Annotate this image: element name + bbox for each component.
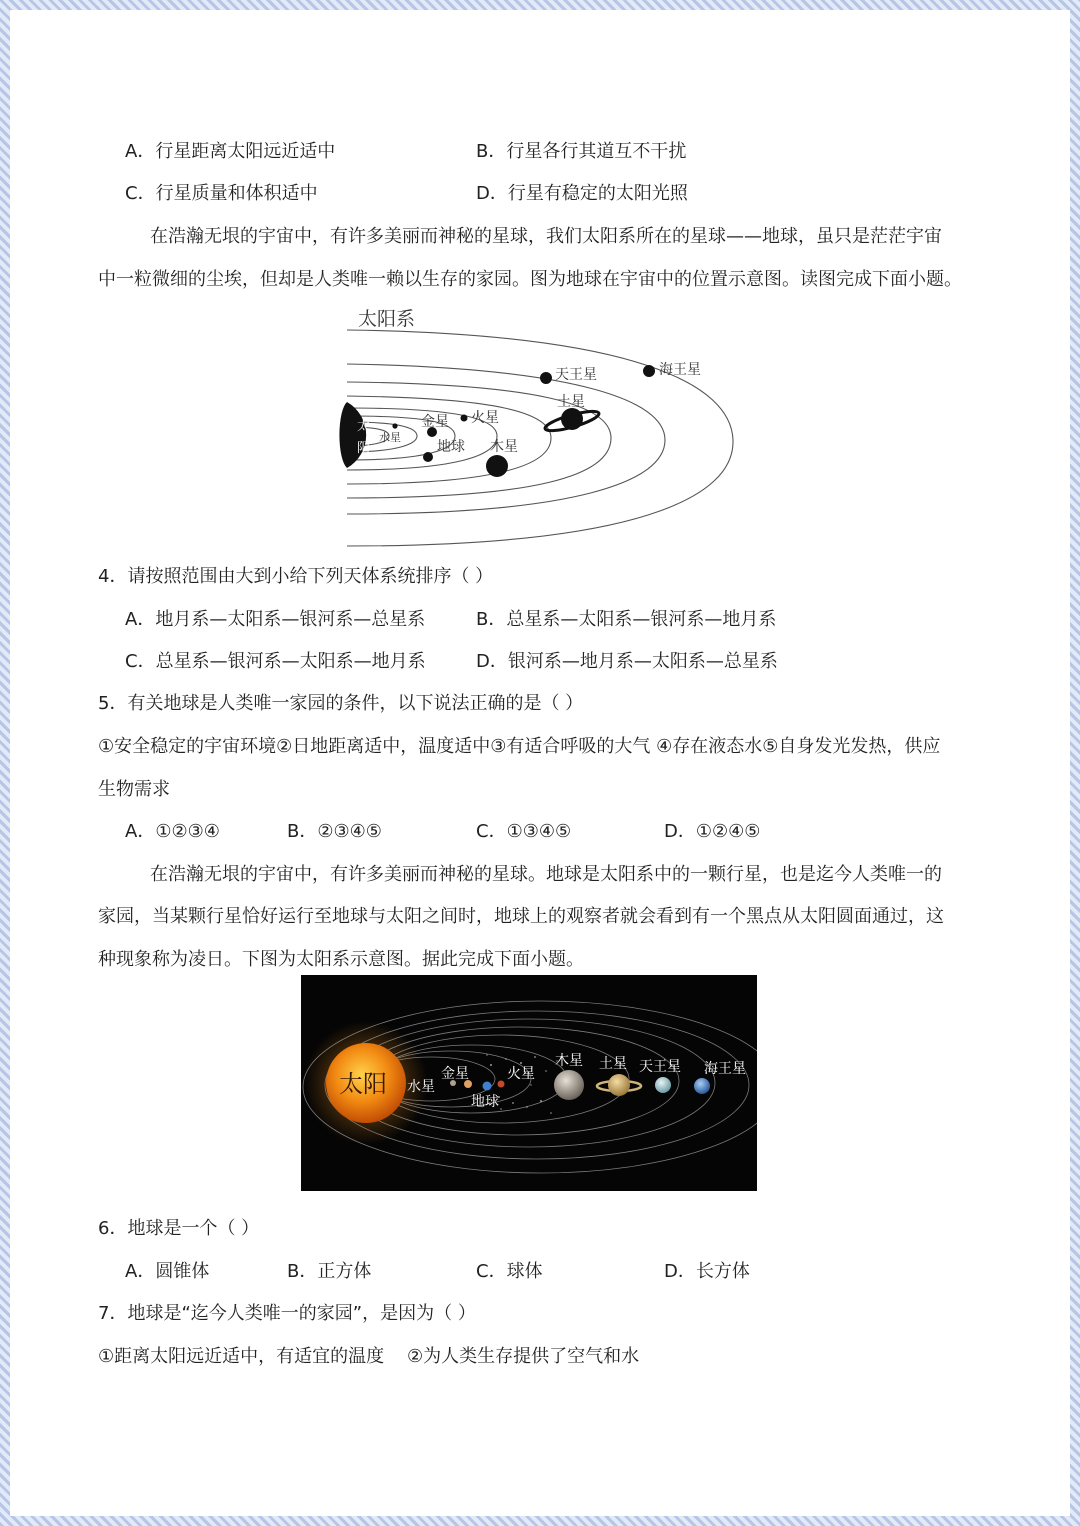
fig2-uranus-label: 天王星 [639, 1059, 681, 1075]
q5-option-a: A．①②③④ [125, 821, 220, 842]
solar-system-illustration [301, 975, 757, 1191]
jupiter-dot [486, 455, 508, 477]
q6-option-a: A．圆锥体 [125, 1261, 210, 1282]
q6-option-b: B．正方体 [287, 1261, 372, 1282]
fig1-mercury-label: 水星 [379, 431, 401, 444]
solar-system-diagram [335, 300, 755, 550]
mercury-dot [392, 423, 397, 428]
passage1-line1: 在浩瀚无垠的宇宙中，有许多美丽而神秘的星球，我们太阳系所在的星球——地球，虽只是茫茫宇宙 [150, 226, 942, 247]
q5-option-b: B．②③④⑤ [287, 821, 382, 842]
fig2-earth-label: 地球 [471, 1094, 499, 1110]
fig1-sun-label-1: 太 [357, 419, 371, 434]
neptune-dot [643, 365, 655, 377]
fig2-neptune-label: 海王星 [704, 1061, 746, 1077]
fig2-jupiter-label: 木星 [555, 1053, 583, 1069]
fig2-saturn-label: 土星 [599, 1056, 627, 1072]
passage2-line3: 种现象称为凌日。下图为太阳系示意图。据此完成下面小题。 [98, 949, 584, 970]
passage2-line2: 家园，当某颗行星恰好运行至地球与太阳之间时，地球上的观察者就会看到有一个黑点从太阳圆面通过，这 [98, 906, 944, 927]
fig2-sun-label: 太阳 [339, 1070, 387, 1098]
q3-option-a: A．行星距离太阳远近适中 [125, 141, 336, 162]
q5-conditions-line2: 生物需求 [98, 779, 170, 800]
q4-option-d: D．银河系—地月系—太阳系—总星系 [476, 651, 778, 672]
q6-option-c: C．球体 [476, 1261, 543, 1282]
fig1-sun-label-2: 阳 [357, 441, 371, 456]
earth-dot [423, 452, 433, 462]
q4-option-c: C．总星系—银河系—太阳系—地月系 [125, 651, 426, 672]
q5-stem: 5．有关地球是人类唯一家园的条件，以下说法正确的是（ ） [98, 693, 584, 714]
q5-conditions-line1: ①安全稳定的宇宙环境②日地距离适中，温度适中③有适合呼吸的大气 ④存在液态水⑤自身发光发热，供应 [98, 736, 941, 757]
fig2-mars-label: 火星 [507, 1066, 535, 1082]
passage2-line1: 在浩瀚无垠的宇宙中，有许多美丽而神秘的星球。地球是太阳系中的一颗行星，也是迄今人类唯一的 [150, 864, 942, 885]
q4-option-b: B．总星系—太阳系—银河系—地月系 [476, 609, 777, 630]
fig1-neptune-label: 海王星 [659, 362, 701, 378]
fig1-title: 太阳系 [358, 308, 416, 330]
passage1-line2: 中一粒微细的尘埃，但却是人类唯一赖以生存的家园。图为地球在宇宙中的位置示意图。读图完成下面小题。 [98, 269, 962, 290]
q5-option-d: D．①②④⑤ [664, 821, 761, 842]
fig1-saturn-label: 土星 [557, 394, 585, 410]
q4-option-a: A．地月系—太阳系—银河系—总星系 [125, 609, 426, 630]
q3-option-b: B．行星各行其道互不干扰 [476, 141, 687, 162]
fig1-venus-label: 金星 [421, 414, 449, 430]
fig1-earth-label: 地球 [437, 439, 465, 455]
sun-shape [347, 402, 366, 468]
fig1-mars-label: 火星 [471, 410, 499, 426]
fig2-venus-label: 金星 [441, 1066, 469, 1082]
fig2-mercury-label: 水星 [407, 1079, 435, 1095]
fig1-uranus-label: 天王星 [555, 367, 597, 383]
q3-option-d: D．行星有稳定的太阳光照 [476, 183, 688, 204]
q6-option-d: D．长方体 [664, 1261, 750, 1282]
q5-option-c: C．①③④⑤ [476, 821, 572, 842]
fig1-jupiter-label: 木星 [490, 439, 518, 455]
q3-option-c: C．行星质量和体积适中 [125, 183, 318, 204]
uranus-dot [540, 372, 552, 384]
q4-stem: 4．请按照范围由大到小给下列天体系统排序（ ） [98, 566, 494, 587]
mars-dot [461, 415, 468, 422]
q7-reasons-line1: ①距离太阳远近适中，有适宜的温度 ②为人类生存提供了空气和水 [98, 1346, 640, 1367]
q6-stem: 6．地球是一个（ ） [98, 1218, 260, 1239]
q7-stem: 7．地球是“迄今人类唯一的家园”，是因为（ ） [98, 1303, 476, 1324]
